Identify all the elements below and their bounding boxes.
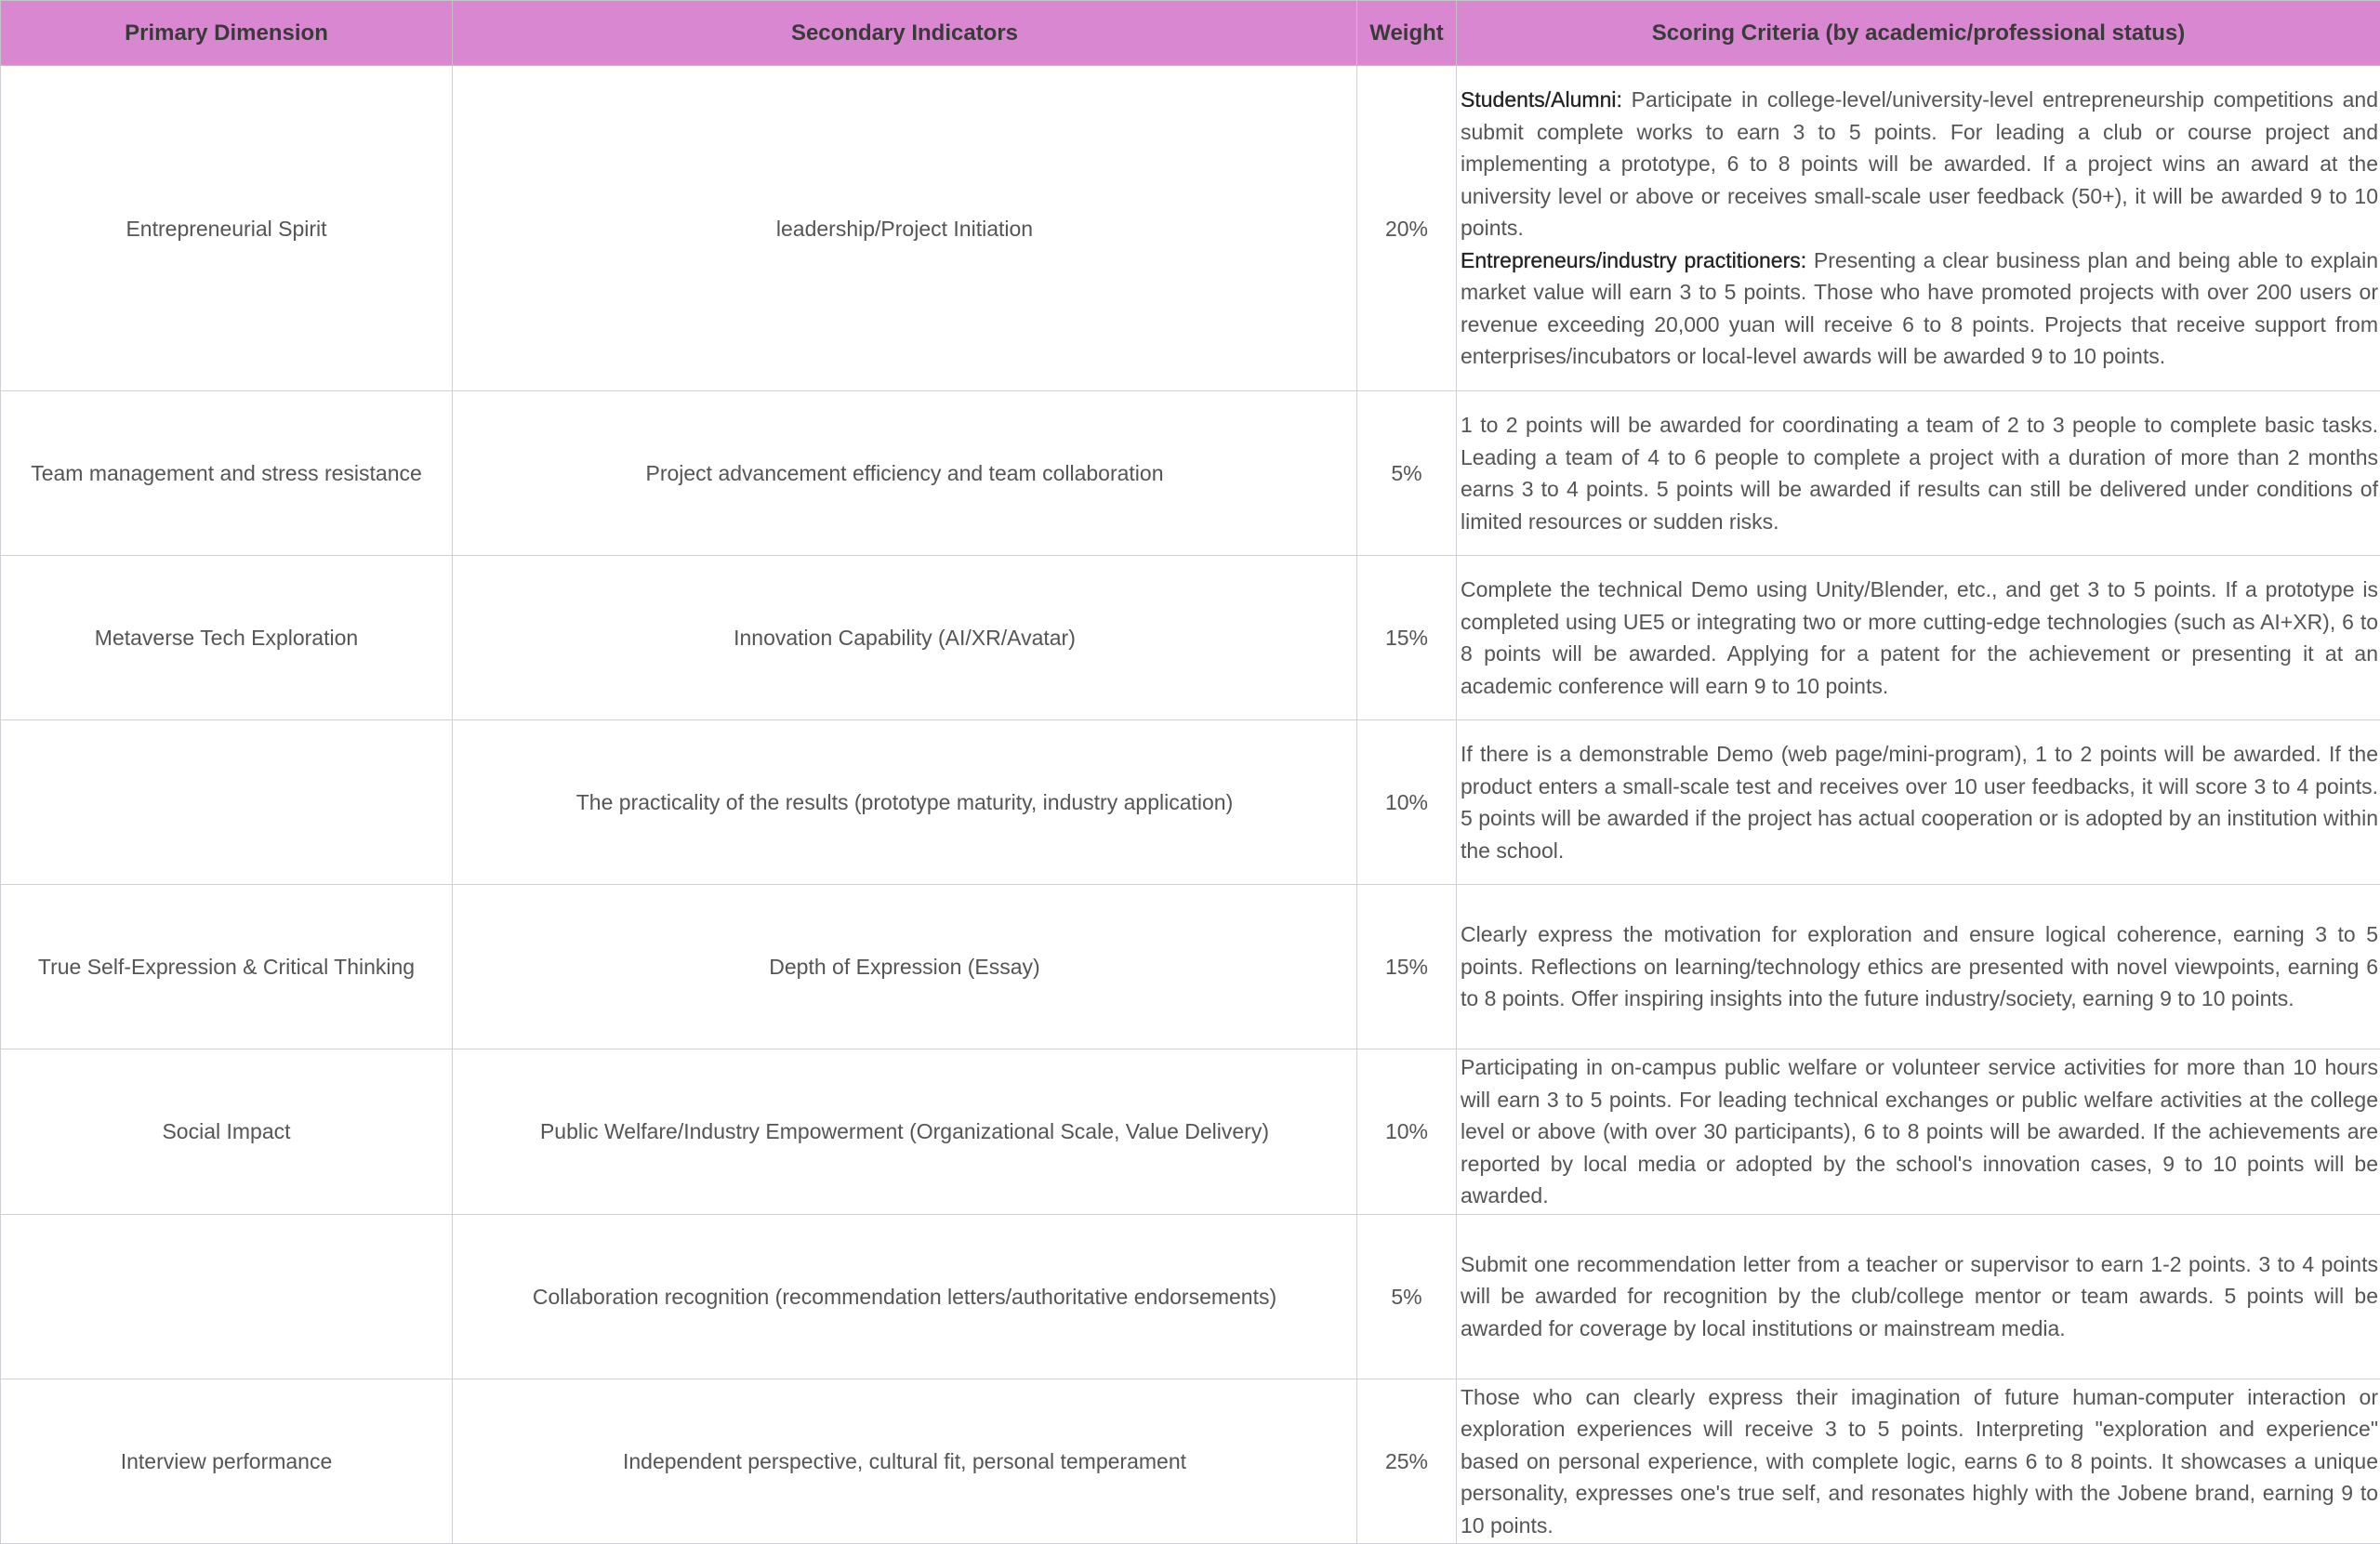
secondary-indicator-cell: Depth of Expression (Essay) [453, 885, 1357, 1049]
weight-cell: 5% [1357, 391, 1457, 556]
weight-cell: 25% [1357, 1379, 1457, 1544]
table-row [1, 66, 2380, 391]
weight-cell: 5% [1357, 1214, 1457, 1379]
weight-cell: 15% [1357, 885, 1457, 1049]
column-header-primary-dimension: Primary Dimension [1, 1, 453, 66]
criteria-text: Participate in college-level/university-level entrepreneurship competitions and submit complete works to earn 3 to 5 points. For leading a club or course project and implementing a prototype, 6 to 8 points will be awarded. If a project wins an award at the university level or above or receives small-scale user feedback (50+), it will be awarded 9 to 10 points. [1461, 87, 2378, 240]
criteria-lead-label: Students/Alumni: [1461, 87, 1622, 112]
scoring-criteria-cell: Those who can clearly express their imagination of future human-computer interaction or exploration experiences will receive 3 to 5 points. Interpreting "exploration and experience" based on personal experience, with complete logic, earns 6 to 8 points. It showcases a unique personality, expresses one's true self, and resonates highly with the Jobene brand, earning 9 to 10 points. [1457, 1379, 2380, 1544]
secondary-indicator-cell: Collaboration recognition (recommendation letters/authoritative endorsements) [453, 1214, 1357, 1379]
weight-cell: 20% [1357, 66, 1457, 391]
column-header-secondary-indicators: Secondary Indicators [453, 1, 1357, 66]
scoring-criteria-cell: Submit one recommendation letter from a teacher or supervisor to earn 1-2 points. 3 to 4 points will be awarded for recognition by the club/college mentor or team awards. 5 points will be awarded for coverage by local institutions or mainstream media. [1457, 1214, 2380, 1379]
secondary-indicator-cell: leadership/Project Initiation [453, 66, 1357, 391]
table-body [1, 66, 2380, 1544]
primary-dimension-cell: Metaverse Tech Exploration [1, 556, 453, 720]
criteria-paragraph-students [1461, 84, 2378, 244]
scoring-criteria-cell: Complete the technical Demo using Unity/Blender, etc., and get 3 to 5 points. If a prototype is completed using UE5 or integrating two or more cutting-edge technologies (such as AI+XR), 6 to 8 points will be awarded. Applying for a patent for the achievement or presenting it at an academic conference will earn 9 to 10 points. [1457, 556, 2380, 720]
column-header-weight: Weight [1357, 1, 1457, 66]
table-row [1, 1049, 2380, 1215]
primary-dimension-cell: Interview performance [1, 1379, 453, 1544]
secondary-indicator-cell: Independent perspective, cultural fit, personal temperament [453, 1379, 1357, 1544]
weight-cell: 15% [1357, 556, 1457, 720]
header-row [1, 1, 2380, 66]
table-row [1, 391, 2380, 556]
table-row [1, 1379, 2380, 1544]
scoring-criteria-cell: If there is a demonstrable Demo (web page/mini-program), 1 to 2 points will be awarded. If the product enters a small-scale test and receives over 10 user feedbacks, it will score 3 to 4 points. 5 points will be awarded if the project has actual cooperation or is adopted by an institution within the school. [1457, 720, 2380, 885]
scoring-criteria-cell: 1 to 2 points will be awarded for coordinating a team of 2 to 3 people to complete basic tasks. Leading a team of 4 to 6 people to complete a project with a duration of more than 2 months earns 3 to 4 points. 5 points will be awarded if results can still be delivered under conditions of limited resources or sudden risks. [1457, 391, 2380, 556]
primary-dimension-cell [1, 1214, 453, 1379]
scoring-criteria-cell: Participating in on-campus public welfare or volunteer service activities for more than 10 hours will earn 3 to 5 points. For leading technical exchanges or public welfare activities at the college level or above (with over 30 participants), 6 to 8 points will be awarded. If the achievements are reported by local media or adopted by the school's innovation cases, 9 to 10 points will be awarded. [1457, 1049, 2380, 1215]
table-row [1, 885, 2380, 1049]
primary-dimension-cell: Social Impact [1, 1049, 453, 1215]
table-row [1, 1214, 2380, 1379]
criteria-paragraph-entrepreneurs [1461, 244, 2378, 373]
table-header [1, 1, 2380, 66]
primary-dimension-cell: Team management and stress resistance [1, 391, 453, 556]
secondary-indicator-cell: The practicality of the results (prototype maturity, industry application) [453, 720, 1357, 885]
primary-dimension-cell: True Self-Expression & Critical Thinking [1, 885, 453, 1049]
criteria-text: Presenting a clear business plan and being able to explain market value will earn 3 to 5 points. Those who have promoted projects with over 200 users or revenue exceeding 20,000 yuan will receive 6 to 8 points. Projects that receive support from enterprises/incubators or local-level awards will be awarded 9 to 10 points. [1461, 248, 2378, 369]
weight-cell: 10% [1357, 720, 1457, 885]
secondary-indicator-cell: Project advancement efficiency and team collaboration [453, 391, 1357, 556]
column-header-scoring-criteria: Scoring Criteria (by academic/professional status) [1457, 1, 2380, 66]
scoring-criteria-cell [1457, 66, 2380, 391]
criteria-lead-label: Entrepreneurs/industry practitioners: [1461, 248, 1806, 272]
table-row [1, 720, 2380, 885]
scoring-criteria-cell: Clearly express the motivation for exploration and ensure logical coherence, earning 3 to 5 points. Reflections on learning/technology ethics are presented with novel viewpoints, earning 6 to 8 points. Offer inspiring insights into the future industry/society, earning 9 to 10 points. [1457, 885, 2380, 1049]
primary-dimension-cell: Entrepreneurial Spirit [1, 66, 453, 391]
secondary-indicator-cell: Innovation Capability (AI/XR/Avatar) [453, 556, 1357, 720]
secondary-indicator-cell: Public Welfare/Industry Empowerment (Organizational Scale, Value Delivery) [453, 1049, 1357, 1215]
weight-cell: 10% [1357, 1049, 1457, 1215]
table-row [1, 556, 2380, 720]
primary-dimension-cell [1, 720, 453, 885]
